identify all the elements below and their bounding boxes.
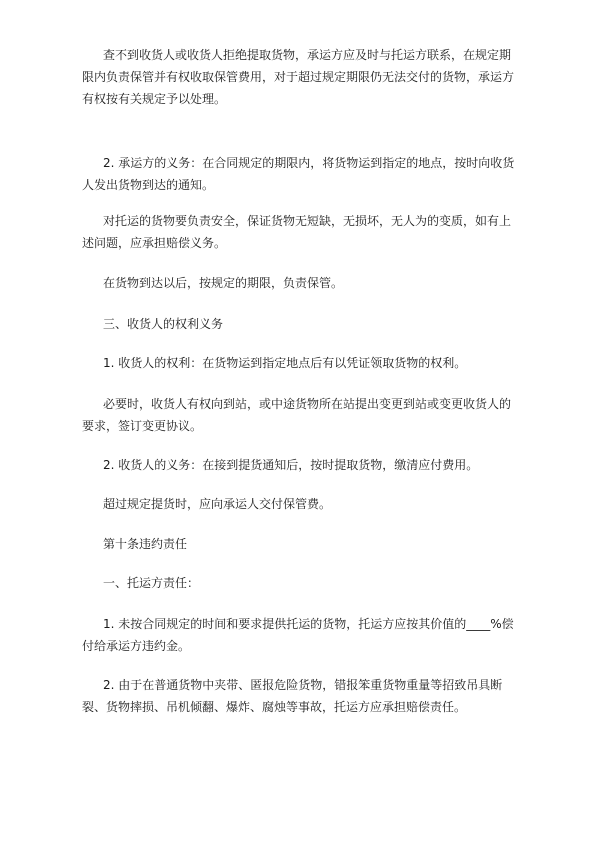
paragraph-consignee-obligations: 2. 收货人的义务：在接到提货通知后，按时提取货物，缴清应付费用。 bbox=[103, 458, 479, 472]
paragraph-hazardous-goods-liability: 2. 由于在普通货物中夹带、匿报危险货物，错报笨重货物重量等招致吊具断裂、货物摔损、吊机倾翻、爆炸、腐烛等事故，托运方应承担赔偿责任。 bbox=[82, 678, 503, 714]
paragraph-cargo-safety: 对托运的货物要负责安全，保证货物无短缺，无损坏，无人为的变质，如有上述问题，应承担赔偿义务。 bbox=[82, 214, 512, 250]
paragraph-consignee-rights: 1. 收货人的权利：在货物运到指定地点后有以凭证领取货物的权利。 bbox=[103, 356, 467, 370]
section-heading-shipper-liability: 一、托运方责任： bbox=[103, 576, 200, 590]
paragraph-change-request: 必要时，收货人有权向到站，或中途货物所在站提出变更到站或变更收货人的要求，签订变更协议。 bbox=[82, 397, 512, 433]
section-heading-consignee-rights: 三、收货人的权利义务 bbox=[103, 317, 224, 331]
paragraph-storage-after-arrival: 在货物到达以后，按规定的期限，负责保管。 bbox=[103, 276, 344, 290]
paragraph-late-goods-penalty: 1. 未按合同规定的时间和要求提供托运的货物，托运方应按其价值的____%偿付给承运方违约金。 bbox=[82, 617, 514, 653]
paragraph-carrier-obligations: 2. 承运方的义务：在合同规定的期限内，将货物运到指定的地点，按时向收货人发出货物到达的通知。 bbox=[82, 156, 515, 192]
paragraph-storage-of-undelivered-goods: 查不到收货人或收货人拒绝提取货物，承运方应及时与托运方联系，在规定期限内负责保管并有权收取保管费用，对于超过规定期限仍无法交付的货物，承运方有权按有关规定予以处理。 bbox=[82, 48, 515, 106]
paragraph-overdue-storage-fee: 超过规定提货时，应向承运人交付保管费。 bbox=[103, 497, 332, 511]
article-heading-liability: 第十条违约责任 bbox=[103, 537, 188, 551]
